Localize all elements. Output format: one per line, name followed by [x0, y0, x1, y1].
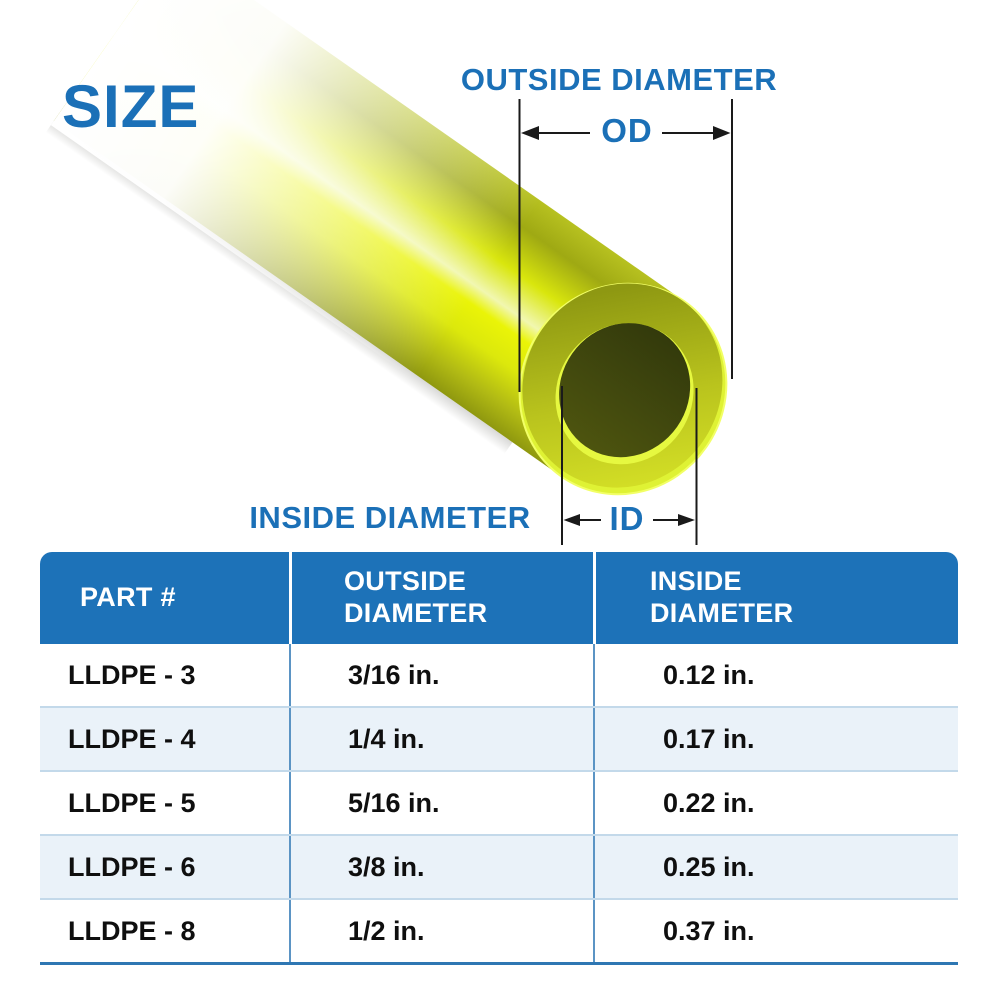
cell-part: LLDPE - 4 [68, 723, 196, 754]
column-header-inside-diameter [593, 552, 958, 644]
cell-id: 0.22 in. [593, 772, 958, 834]
cell-part: LLDPE - 5 [68, 787, 196, 818]
cell-part: LLDPE - 6 [68, 851, 196, 882]
id-label: ID [609, 500, 645, 537]
table-header-row [40, 552, 958, 644]
table-row [40, 770, 958, 834]
page-title: SIZE [62, 73, 200, 140]
od-arrowhead-left-icon [521, 126, 539, 140]
table-row [40, 644, 958, 706]
od-arrowhead-right-icon [713, 126, 731, 140]
cell-id: 0.25 in. [593, 836, 958, 898]
cell-id: 0.17 in. [593, 708, 958, 770]
column-header-label: DIAMETER [650, 598, 794, 628]
cell-od: 3/16 in. [289, 644, 593, 706]
cell-od: 1/4 in. [289, 708, 593, 770]
cell-od: 5/16 in. [289, 772, 593, 834]
column-header-label: OUTSIDE [344, 566, 467, 597]
cell-od: 3/8 in. [289, 836, 593, 898]
cell-od: 1/2 in. [289, 900, 593, 962]
column-header-label: PART # [80, 582, 176, 613]
cell-part: LLDPE - 8 [68, 915, 196, 946]
size-spec-table [40, 552, 958, 965]
column-header-outside-diameter [289, 552, 593, 644]
od-label: OD [601, 112, 653, 149]
inside-diameter-label: INSIDE DIAMETER [249, 500, 531, 535]
id-arrowhead-right-icon [678, 514, 695, 526]
outside-diameter-label: OUTSIDE DIAMETER [460, 62, 778, 97]
table-row [40, 706, 958, 770]
id-arrowhead-left-icon [564, 514, 581, 526]
column-header-part [40, 552, 289, 644]
cell-part: LLDPE - 3 [68, 659, 196, 690]
cell-id: 0.37 in. [593, 900, 958, 962]
cell-id: 0.12 in. [593, 644, 958, 706]
column-header-label: DIAMETER [344, 598, 488, 628]
table-row [40, 898, 958, 962]
table-row [40, 834, 958, 898]
column-header-label: INSIDE [650, 566, 742, 597]
